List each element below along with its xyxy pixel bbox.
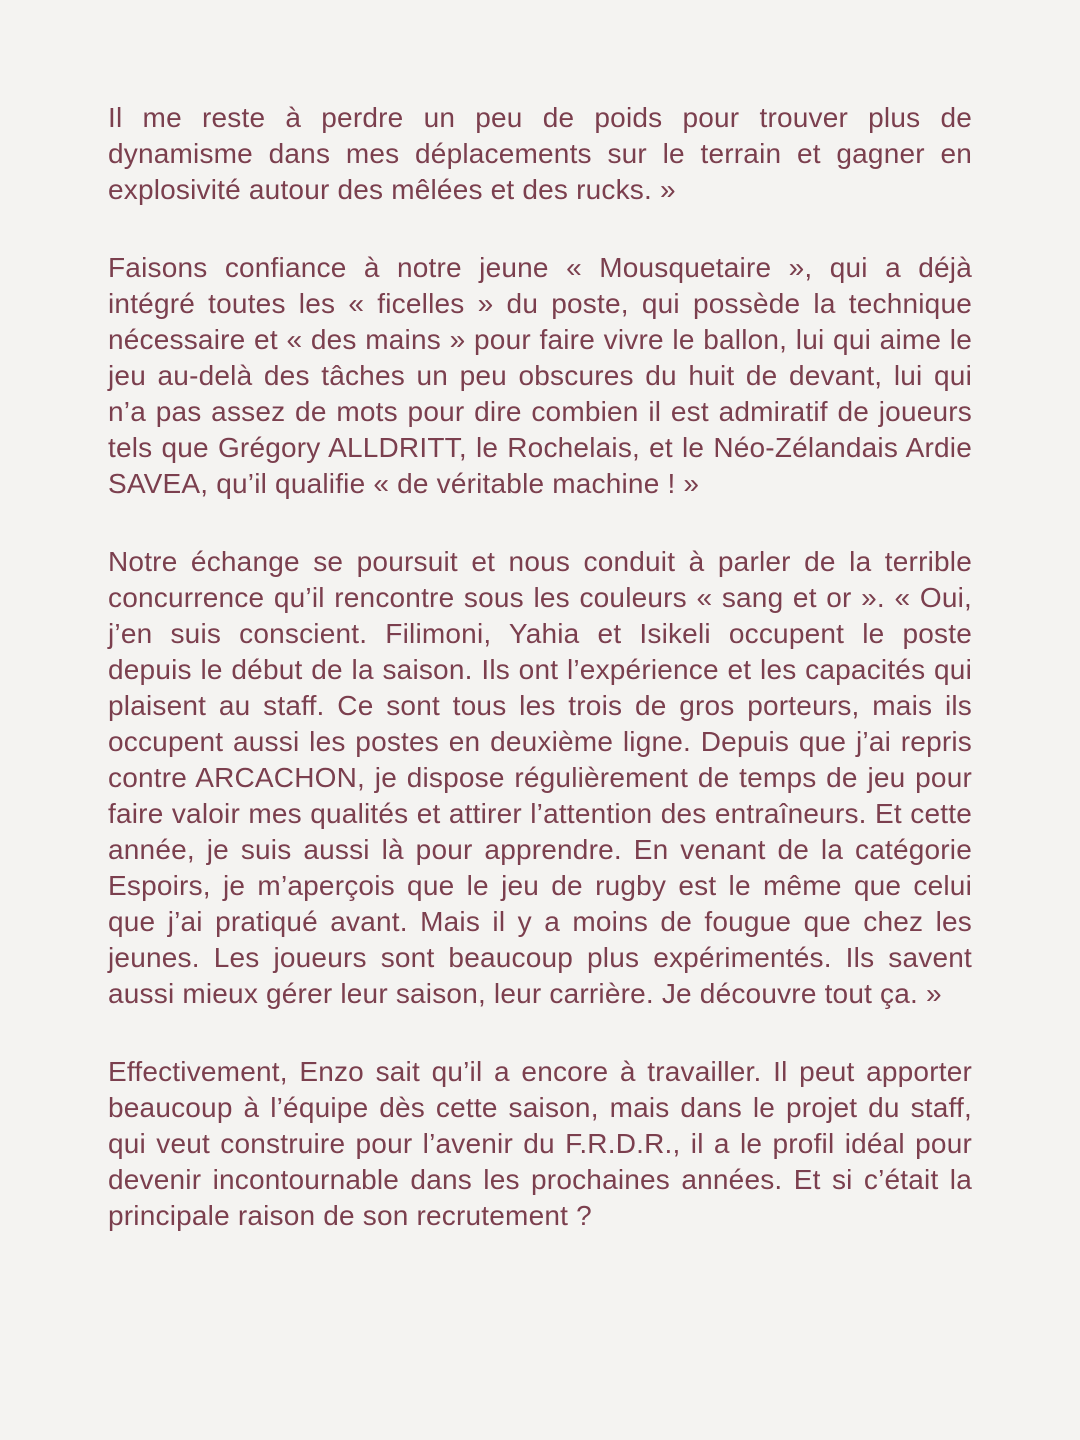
paragraph-competition-quote: Notre échange se poursuit et nous conduit à parler de la terrible concurrence qu’il rencontre sous les couleurs « sang et or ». « Oui, j’en suis conscient. Filimoni, Yahia et Isikeli occupent le poste depuis le début de la saison. Ils ont l’expérience et les capacités qui plaisent au staff. Ce sont tous les trois de gros porteurs, mais ils occupent aussi les postes en deuxième ligne. Depuis que j’ai repris contre ARCACHON, je dispose régulièrement de temps de jeu pour faire valoir mes qualités et attirer l’attention des entraîneurs. Et cette année, je suis aussi là pour apprendre. En venant de la catégorie Espoirs, je m’aperçois que le jeu de rugby est le même que celui que j’ai pratiqué avant. Mais il y a moins de fougue que chez les jeunes. Les joueurs sont beaucoup plus expérimentés. Ils savent aussi mieux gérer leur saison, leur carrière. Je découvre tout ça. » (108, 546, 972, 1009)
paragraph-quote-weight-goals: Il me reste à perdre un peu de poids pour trouver plus de dynamisme dans mes déplacements sur le terrain et gagner en explosivité autour des mêlées et des rucks. » (108, 102, 972, 205)
article-text-column (108, 0, 972, 1234)
paragraph-mousquetaire-praise: Faisons confiance à notre jeune « Mousquetaire », qui a déjà intégré toutes les « ficelles » du poste, qui possède la technique nécessaire et « des mains » pour faire vivre le ballon, lui qui aime le jeu au-delà des tâches un peu obscures du huit de devant, lui qui n’a pas assez de mots pour dire combien il est admiratif de joueurs tels que Grégory ALLDRITT, le Rochelais, et le Néo-Zélandais Ardie SAVEA, qu’il qualifie « de véritable machine ! » (108, 252, 972, 499)
paragraph-conclusion: Effectivement, Enzo sait qu’il a encore à travailler. Il peut apporter beaucoup à l’équipe dès cette saison, mais dans le projet du staff, qui veut construire pour l’avenir du F.R.D.R., il a le profil idéal pour devenir incontournable dans les prochaines années. Et si c’était la principale raison de son recrutement ? (108, 1056, 972, 1231)
